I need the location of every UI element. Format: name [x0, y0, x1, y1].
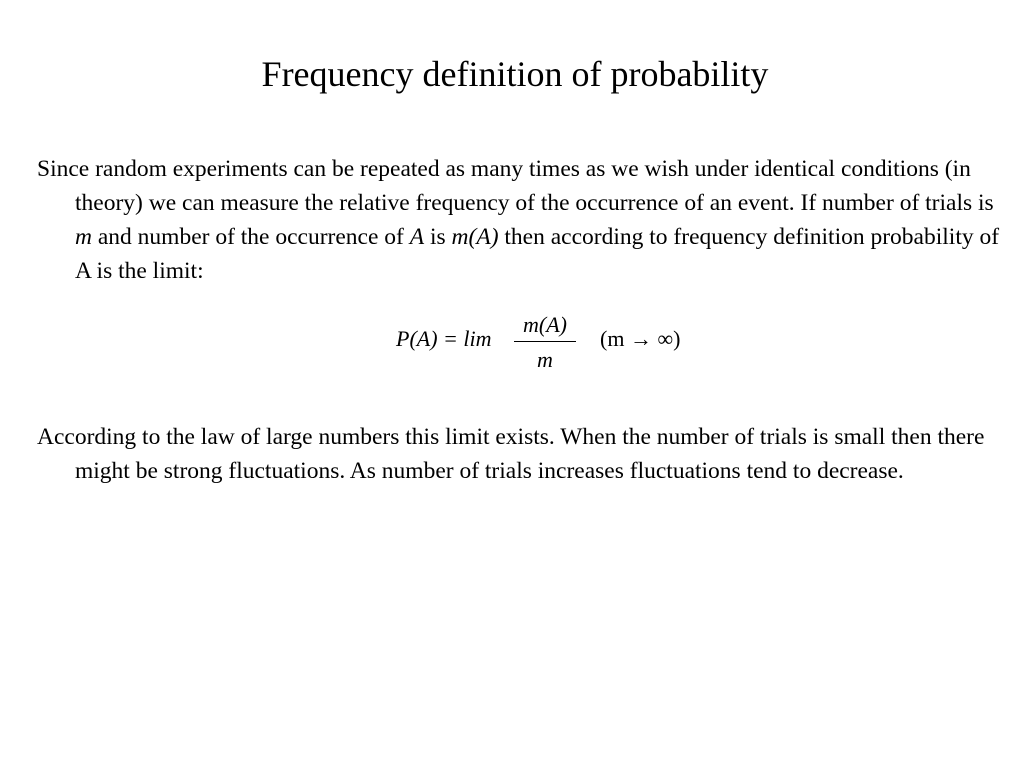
variable-a: A — [409, 224, 425, 250]
slide-title: Frequency definition of probability — [261, 54, 769, 94]
formula-fraction — [514, 310, 576, 375]
paragraph-law-of-large-numbers: According to the law of large numbers this limit exists. When the number of trials is small then there might be strong fluctuations. As number of trials increases fluctuations tend to decrease. — [37, 424, 985, 484]
variable-m-of-a: m(A) — [451, 224, 499, 250]
formula-numerator: m(A) — [523, 312, 567, 337]
probability-limit-formula — [396, 310, 706, 376]
paragraph-text: Since random experiments can be repeated as many times as we wish under identical conditions (in theory) we can measure the relative frequency of the occurrence of an event. If number of trials is — [37, 156, 994, 216]
formula-denominator: m — [537, 347, 553, 372]
paragraph-text: then according to frequency definition probability of A is the limit: — [75, 224, 1000, 284]
paragraph-definition — [37, 152, 1007, 288]
paragraph-text: and number of the occurrence of — [91, 224, 410, 250]
paragraph-text: is — [424, 224, 452, 250]
formula-lhs: P(A) = lim — [396, 326, 492, 351]
formula-condition: (m → ∞) — [600, 326, 681, 351]
fraction-bar — [514, 341, 576, 342]
variable-m: m — [75, 224, 92, 250]
